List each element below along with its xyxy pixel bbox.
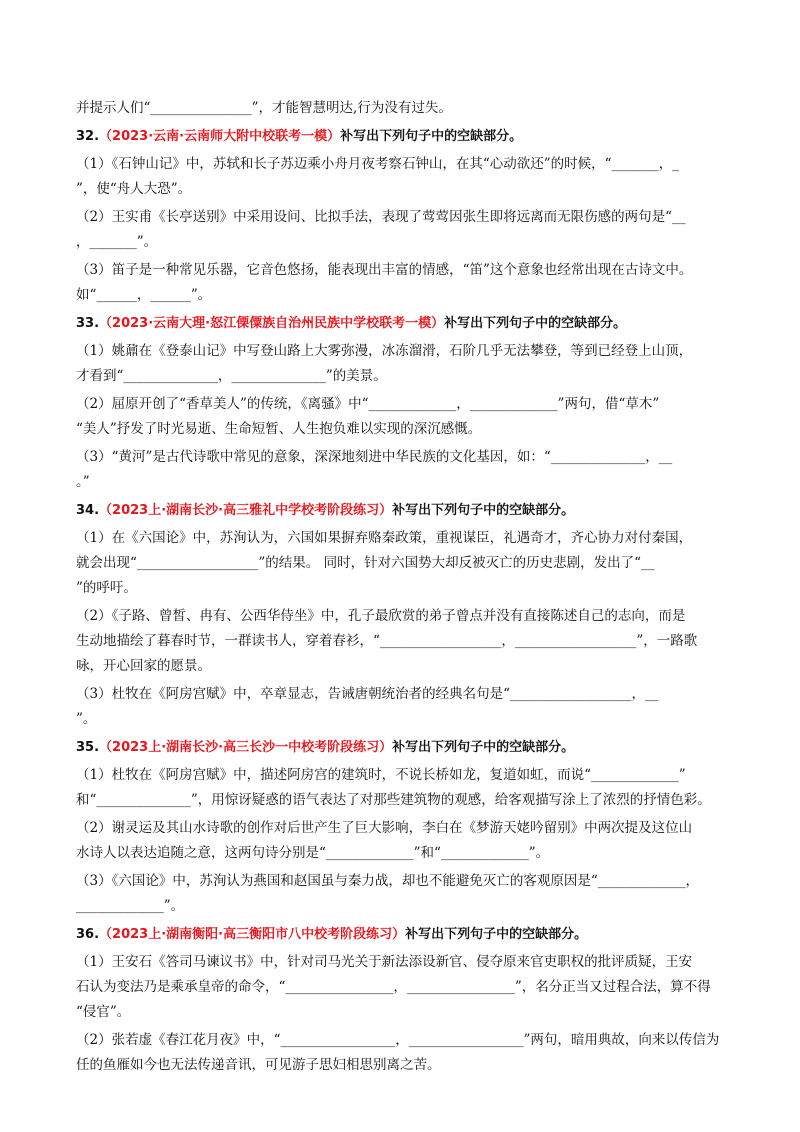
sub-question-line: （2）谢灵运及其山水诗歌的创作对后世产生了巨大影响，李白在《梦游天姥吟留别》中两次提及这位山 bbox=[76, 820, 693, 836]
sub-question-line: _____________”。 bbox=[76, 898, 185, 914]
question-instruction: 补写出下列句子中的空缺部分。 bbox=[392, 740, 575, 755]
sub-question bbox=[76, 152, 728, 202]
sub-question bbox=[76, 682, 728, 732]
question-instruction: 补写出下列句子中的空缺部分。 bbox=[444, 316, 627, 331]
sub-question-line: （1）王安石《答司马谏议书》中，针对司马光关于新法添设新官、侵夺原来官吏职权的批评质疑，王安 bbox=[76, 954, 693, 970]
sub-question bbox=[76, 1028, 728, 1078]
sub-question bbox=[76, 445, 728, 495]
document-body bbox=[76, 96, 728, 1078]
sub-question-line: （3）“黄河”是古代诗歌中常见的意象，深深地刻进中华民族的文化基因，如：“______________，__ bbox=[76, 449, 673, 465]
sub-question-line: （1）姚鼐在《登泰山记》中写登山路上大雾弥漫，冰冻溜滑，石阶几乎无法攀登，等到已经登上山顶， bbox=[76, 343, 693, 359]
sub-question-line: 如“______，______”。 bbox=[76, 287, 212, 303]
question-number: 32. bbox=[76, 129, 100, 144]
sub-question-line: （2）张若虚《春江花月夜》中，“_________________，_________________”两句，暗用典故，向来以传信为 bbox=[76, 1032, 720, 1048]
question-source: （2023上·湖南衡阳·高三衡阳市八中校考阶段练习） bbox=[99, 927, 406, 942]
question-number: 36. bbox=[76, 927, 100, 942]
sub-question bbox=[76, 604, 728, 679]
sub-question bbox=[76, 258, 728, 308]
question-header bbox=[76, 735, 728, 760]
sub-question bbox=[76, 816, 728, 866]
sub-question-line: （3）笛子是一种常见乐器，它音色悠扬，能表现出丰富的情感，“笛”这个意象也经常出现在古诗文中。 bbox=[76, 262, 693, 278]
sub-question-line: “侵官”。 bbox=[76, 1004, 131, 1020]
sub-question-line: 才看到“______________，______________”的美景。 bbox=[76, 368, 387, 384]
sub-question-line: 。” bbox=[76, 474, 90, 490]
sub-question-line: （1）《石钟山记》中，苏轼和长子苏迈乘小舟月夜考察石钟山，在其“心动欲还”的时候，“_______，_ bbox=[76, 156, 680, 172]
sub-question-line: “美人”抒发了时光易逝、生命短暂、人生抱负难以实现的深沉感慨。 bbox=[76, 421, 482, 437]
question-header bbox=[76, 498, 728, 523]
sub-question bbox=[76, 339, 728, 389]
question-source: （2023上·湖南长沙·高三雅礼中学校考阶段练习） bbox=[99, 503, 393, 518]
sub-question-line: （2）王实甫《长亭送别》中采用设问、比拟手法，表现了莺莺因张生即将远离而无限伤感的两句是“__ bbox=[76, 209, 686, 225]
question-source: （2023·云南·云南师大附中校联考一模） bbox=[99, 129, 341, 144]
sub-question bbox=[76, 869, 728, 919]
sub-question-line: （3）《六国论》中，苏洵认为燕国和赵国虽与秦力战，却也不能避免灭亡的客观原因是“_____________， bbox=[76, 873, 699, 889]
sub-question-line: （1）杜牧在《阿房宫赋》中，描述阿房宫的建筑时，不说长桥如龙，复道如虹，而说“_____________” bbox=[76, 767, 686, 783]
question-header bbox=[76, 124, 728, 149]
sub-question-line: 石认为变法乃是乘承皇帝的命令，“________________，________________”，名分正当又过程合法，算不得 bbox=[76, 979, 711, 995]
sub-question bbox=[76, 526, 728, 601]
question-source: （2023上·湖南长沙·高三长沙一中校考阶段练习） bbox=[99, 740, 393, 755]
sub-question bbox=[76, 950, 728, 1025]
sub-question-line: 和“______________”，用惊讶疑惑的语气表达了对那些建筑物的观感，给客观描写涂上了浓烈的抒情色彩。 bbox=[76, 792, 711, 808]
question-instruction: 补写出下列句子中的空缺部分。 bbox=[340, 129, 523, 144]
sub-question bbox=[76, 205, 728, 255]
question-instruction: 补写出下列句子中的空缺部分。 bbox=[405, 927, 588, 942]
question-number: 33. bbox=[76, 316, 100, 331]
sub-question-line: 生动地描绘了暮春时节，一群读书人，穿着春衫，“__________________，__________________”，一路歌 bbox=[76, 633, 698, 649]
sub-question-line: ，_______”。 bbox=[76, 234, 158, 250]
sub-question-line: （2）屈原开创了“香草美人”的传统，《离骚》中“_____________，_____________”两句，借“草木” bbox=[76, 396, 660, 412]
question-number: 35. bbox=[76, 740, 100, 755]
sub-question-line: 任的鱼雁如今也无法传递音讯，可见游子思妇相思别离之苦。 bbox=[76, 1057, 441, 1073]
sub-question-line: ”的呼吁。 bbox=[76, 580, 137, 596]
sub-question-line: ”。 bbox=[76, 711, 97, 727]
sub-question-line: （2）《子路、曾皙、冉有、公西华侍坐》中，孔子最欣赏的弟子曾点并没有直接陈述自己的志向，而是 bbox=[76, 608, 686, 624]
sub-question-line: ”，使“舟人大恐”。 bbox=[76, 181, 192, 197]
sub-question-line: （1）在《六国论》中，苏洵认为，六国如果摒弃赂秦政策，重视谋臣，礼遇奇才，齐心协力对付秦国， bbox=[76, 530, 693, 546]
sub-question-line: 就会出现“__________________”的结果。 同时，针对六国势大却反被灭亡的历史悲剧，发出了“__ bbox=[76, 555, 655, 571]
sub-question bbox=[76, 763, 728, 813]
sub-question-line: 咏，开心回家的愿景。 bbox=[76, 658, 211, 674]
question-header bbox=[76, 922, 728, 947]
question-source: （2023·云南大理·怒江傈僳族自治州民族中学校联考一模） bbox=[99, 316, 445, 331]
document-page bbox=[76, 96, 728, 1078]
intro-line: 并提示人们“_______________”，才能智慧明达,行为没有过失。 bbox=[76, 100, 452, 116]
question-instruction: 补写出下列句子中的空缺部分。 bbox=[392, 503, 575, 518]
sub-question-line: 水诗人以表达追随之意，这两句诗分别是“_____________”和“_____________”。 bbox=[76, 845, 550, 861]
question-number: 34. bbox=[76, 503, 100, 518]
question-header bbox=[76, 311, 728, 336]
sub-question bbox=[76, 392, 728, 442]
sub-question-line: （3）杜牧在《阿房宫赋》中，卒章显志，告诫唐朝统治者的经典名句是“__________________，__ bbox=[76, 686, 659, 702]
